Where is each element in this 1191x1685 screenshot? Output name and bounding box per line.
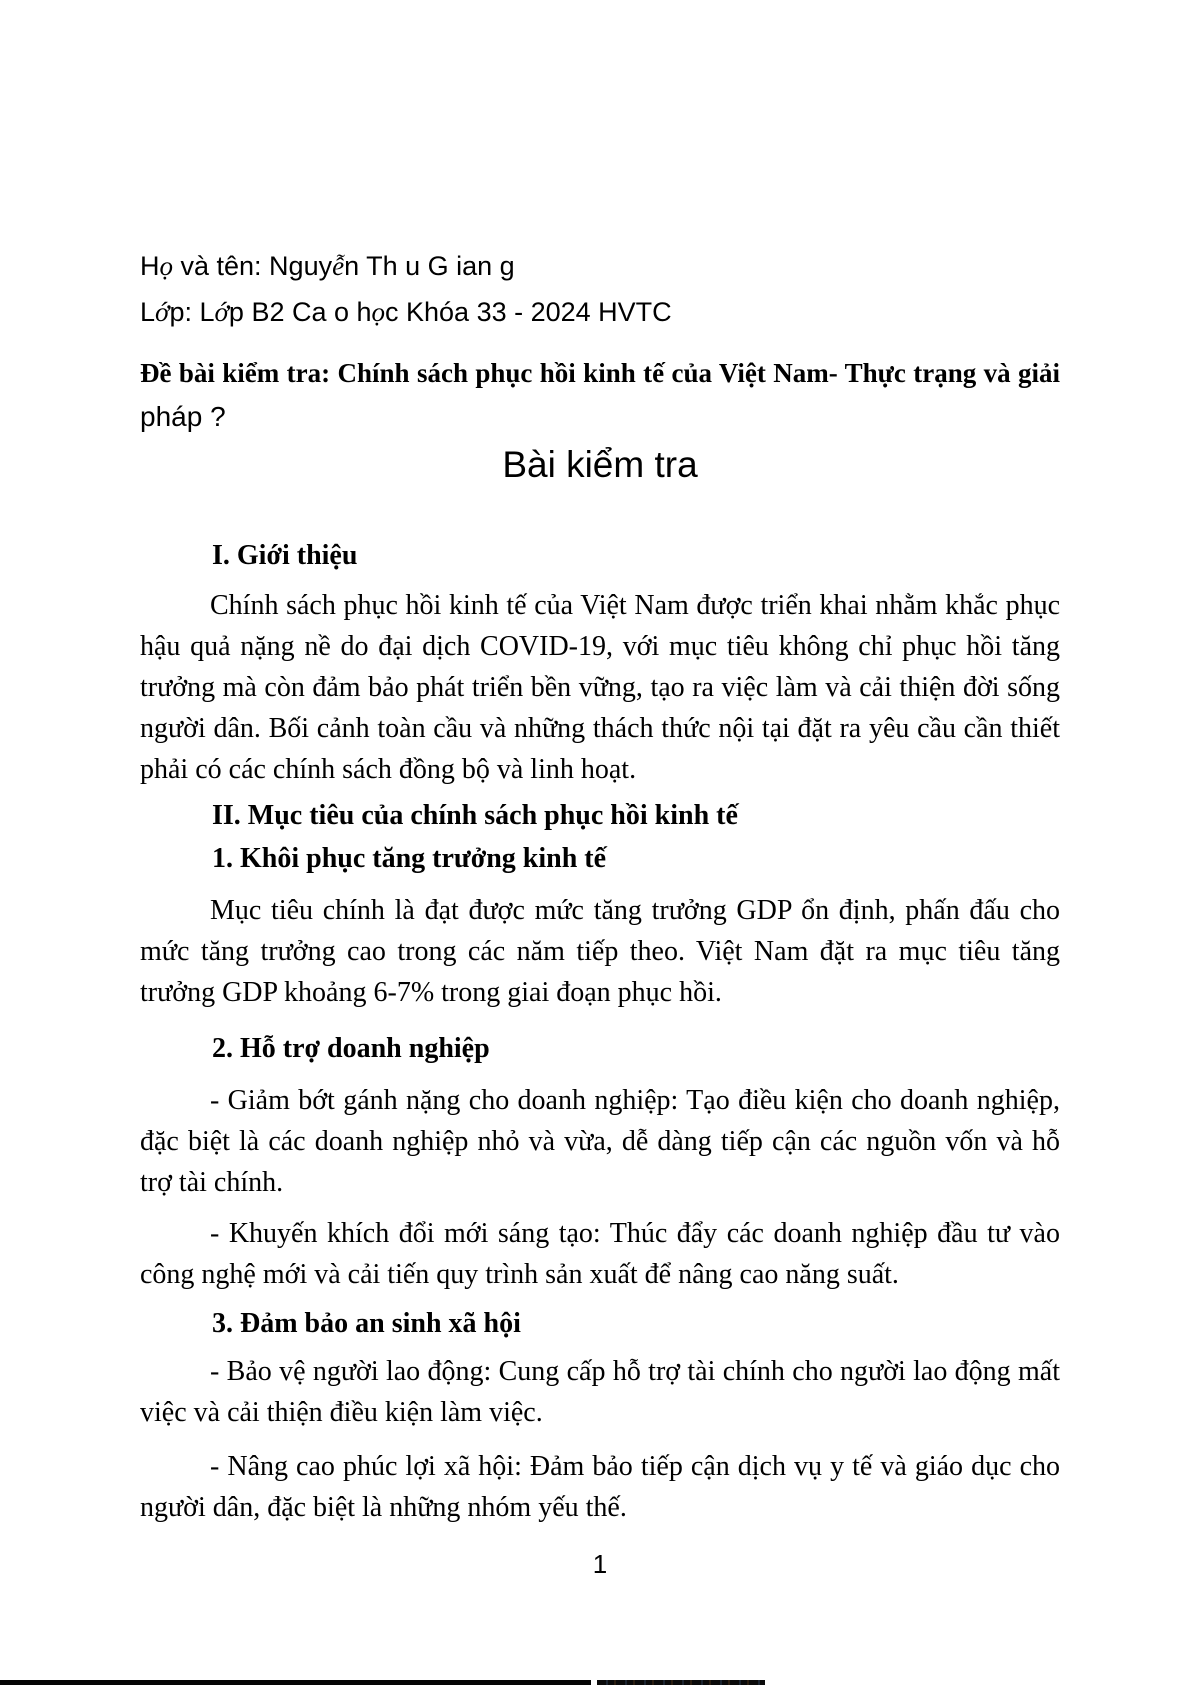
student-class-segment: ọ — [371, 297, 386, 327]
student-class-segment: p: L — [169, 297, 215, 327]
next-page-edge-right-bar — [597, 1680, 765, 1685]
welfare-bullet: - Nâng cao phúc lợi xã hội: Đảm bảo tiếp cận dịch vụ y tế và giáo dục cho người dân, đặc biệt là những nhóm yếu thế. — [140, 1451, 1060, 1523]
document-content — [140, 0, 1060, 1579]
section-heading-objectives: II. Mục tiêu của chính sách phục hồi kinh tế — [212, 800, 738, 831]
section-heading-intro: I. Giới thiệu — [212, 540, 358, 571]
subsection-heading-welfare: 3. Đảm bảo an sinh xã hội — [212, 1308, 521, 1339]
student-class-segment: ớ — [155, 297, 170, 327]
student-class-segment: c Khóa 33 - 2024 HVTC — [385, 297, 672, 327]
business-bullet: - Giảm bớt gánh nặng cho doanh nghiệp: Tạo điều kiện cho doanh nghiệp, đặc biệt là các doanh nghiệp nhỏ và vừa, dễ dàng tiếp cận các nguồn vốn và hỗ trợ tài chính. — [140, 1085, 1060, 1198]
exam-prompt-line2: pháp ? — [140, 401, 226, 432]
student-class-segment: L — [140, 297, 156, 327]
business-bullet: - Khuyến khích đổi mới sáng tạo: Thúc đẩy các doanh nghiệp đầu tư vào công nghệ mới và cải tiến quy trình sản xuất để nâng cao năng suất. — [140, 1218, 1060, 1290]
welfare-bullet: - Bảo vệ người lao động: Cung cấp hỗ trợ tài chính cho người lao động mất việc và cải thiện điều kiện làm việc. — [140, 1356, 1060, 1428]
page-number: 1 — [592, 1549, 608, 1579]
student-class-segment: ớ — [214, 297, 229, 327]
page-title: Bài kiểm tra — [502, 444, 698, 485]
growth-paragraph: Mục tiêu chính là đạt được mức tăng trưởng GDP ổn định, phấn đấu cho mức tăng trưởng cao trong các năm tiếp theo. Việt Nam đặt ra mục tiêu tăng trưởng GDP khoảng 6-7% trong giai đoạn phục hồi. — [140, 895, 1060, 1008]
subsection-heading-business: 2. Hỗ trợ doanh nghiệp — [212, 1033, 490, 1064]
exam-prompt-line1: Đề bài kiểm tra: Chính sách phục hồi kinh tế của Việt Nam- Thực trạng và giải — [140, 358, 1060, 388]
student-class-segment: p B2 Ca o h — [228, 297, 372, 327]
intro-paragraph: Chính sách phục hồi kinh tế của Việt Nam được triển khai nhằm khắc phục hậu quả nặng nề do đại dịch COVID-19, với mục tiêu không chỉ phục hồi tăng trưởng mà còn đảm bảo phát triển bền vững, tạo ra việc làm và cải thiện đời sống người dân. Bối cảnh toàn cầu và những thách thức nội tại đặt ra yêu cầu cần thiết phải có các chính sách đồng bộ và linh hoạt. — [140, 590, 1060, 785]
student-name-segment: n Th u G ian g — [344, 251, 515, 281]
subsection-heading-growth: 1. Khôi phục tăng trưởng kinh tế — [212, 843, 607, 874]
student-class-line — [140, 289, 1060, 335]
student-name-segment: ễ — [332, 251, 345, 281]
next-page-edge-left-bar — [0, 1680, 591, 1685]
student-name-line — [140, 243, 1060, 289]
student-name-segment: ọ — [159, 251, 173, 281]
student-name-segment: và tên: Nguy — [173, 251, 333, 281]
student-name-segment: H — [140, 251, 160, 281]
